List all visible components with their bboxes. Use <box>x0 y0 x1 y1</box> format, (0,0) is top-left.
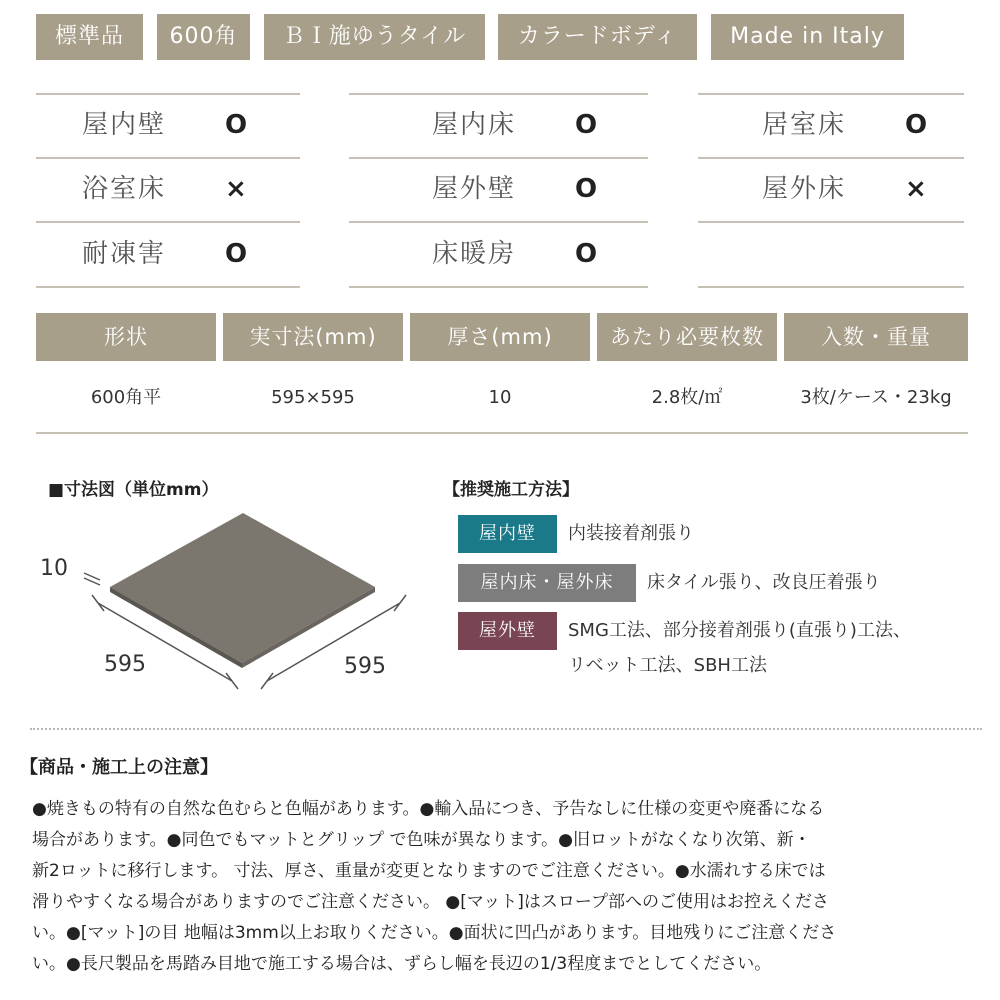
spec-header-thickness: 厚さ(mm) <box>410 313 590 361</box>
usage-mark-outdoor-wall: O <box>575 174 598 204</box>
dotted-divider <box>30 728 982 730</box>
usage-mark-living-floor: O <box>905 110 928 140</box>
usage-mark-indoor-wall: O <box>225 110 248 140</box>
usage-label-indoor-wall: 屋内壁 <box>82 110 167 140</box>
spec-value-shape: 600角平 <box>90 387 162 408</box>
usage-mark-indoor-floor: O <box>575 110 598 140</box>
dim-cap <box>394 595 406 611</box>
usage-mark-outdoor-floor: × <box>905 174 927 204</box>
usage-divider <box>36 286 300 288</box>
usage-divider <box>698 286 964 288</box>
spec-value-thickness: 10 <box>488 387 512 408</box>
usage-mark-bath-floor: × <box>225 174 247 204</box>
spec-value-packing: 3枚/ケース・23kg <box>800 387 952 408</box>
dimension-title: ■寸法図（単位mm） <box>48 480 219 500</box>
dim-cap <box>261 673 273 689</box>
method-text-floor: 床タイル張り、改良圧着張り <box>647 572 881 593</box>
notes-line: い。●[マット]の目 地幅は3mm以上お取りください。●面状に凹凸があります。目地残りにご注意くださ <box>32 923 837 943</box>
methods-title: 【推奨施工方法】 <box>443 480 579 500</box>
notes-line: い。●長尺製品を馬踏み目地で施工する場合は、ずらし幅を長辺の1/3程度までとしてください。 <box>32 954 772 974</box>
spec-header-size: 実寸法(mm) <box>223 313 403 361</box>
usage-divider <box>36 221 300 223</box>
spec-header-per-sqm: あたり必要枚数 <box>597 313 777 361</box>
notes-line: 新2ロットに移行します。 寸法、厚さ、重量が変更となりますのでご注意ください。●水濡れする床では <box>32 861 826 881</box>
usage-divider <box>36 157 300 159</box>
notes-line: 場合があります。●同色でもマットとグリップ で色味が異なります。●旧ロットがなくなり次第、新・ <box>32 830 811 850</box>
usage-divider <box>36 93 300 95</box>
notes-title: 【商品・施工上の注意】 <box>20 757 218 778</box>
tag-origin: Made in Italy <box>711 14 904 60</box>
usage-label-outdoor-wall: 屋外壁 <box>432 174 517 204</box>
notes-line: ●焼きもの特有の自然な色むらと色幅があります。●輸入品につき、予告なしに仕様の変更や廃番になる <box>32 799 825 819</box>
usage-divider <box>349 93 648 95</box>
method-text-outdoor-wall: SMG工法、部分接着剤張り(直張り)工法、 <box>568 620 911 641</box>
dim-label-depth: 595 <box>344 654 386 679</box>
usage-label-indoor-floor: 屋内床 <box>432 110 517 140</box>
notes-body <box>32 794 977 980</box>
usage-label-living-floor: 居室床 <box>762 110 847 140</box>
notes-line: 滑りやすくなる場合がありますのでご注意ください。 ●[マット]はスロープ部へのご使用はお控えくださ <box>32 892 829 912</box>
usage-divider <box>698 157 964 159</box>
usage-label-bath-floor: 浴室床 <box>82 174 167 204</box>
tag-colored-body: カラードボディ <box>498 14 697 60</box>
usage-divider <box>349 221 648 223</box>
spec-value-size: 595×595 <box>271 387 355 408</box>
spec-header-shape: 形状 <box>36 313 216 361</box>
method-text-outdoor-wall-2: リベット工法、SBH工法 <box>568 655 767 676</box>
method-badge-floor: 屋内床・屋外床 <box>458 564 636 602</box>
usage-divider <box>698 93 964 95</box>
spec-header-packing: 入数・重量 <box>784 313 968 361</box>
usage-divider <box>349 157 648 159</box>
usage-mark-floor-heating: O <box>575 239 598 269</box>
usage-mark-frost: O <box>225 239 248 269</box>
method-badge-outdoor-wall: 屋外壁 <box>458 612 557 650</box>
method-badge-indoor-wall: 屋内壁 <box>458 515 557 553</box>
usage-label-outdoor-floor: 屋外床 <box>762 174 847 204</box>
dim-label-width: 595 <box>104 652 146 677</box>
dim-label-thickness: 10 <box>40 556 68 581</box>
spec-bottom-line <box>36 432 968 434</box>
dim-cap <box>92 595 104 611</box>
tag-glaze: ＢＩ施ゆうタイル <box>264 14 485 60</box>
tag-size: 600角 <box>157 14 250 60</box>
usage-label-frost: 耐凍害 <box>82 239 167 269</box>
usage-divider <box>349 286 648 288</box>
dim-cap <box>226 673 238 689</box>
usage-divider <box>698 221 964 223</box>
method-text-indoor-wall: 内装接着剤張り <box>568 523 694 544</box>
usage-label-floor-heating: 床暖房 <box>432 239 517 269</box>
spec-value-per-sqm: 2.8枚/㎡ <box>651 387 723 408</box>
tag-standard: 標準品 <box>36 14 143 60</box>
